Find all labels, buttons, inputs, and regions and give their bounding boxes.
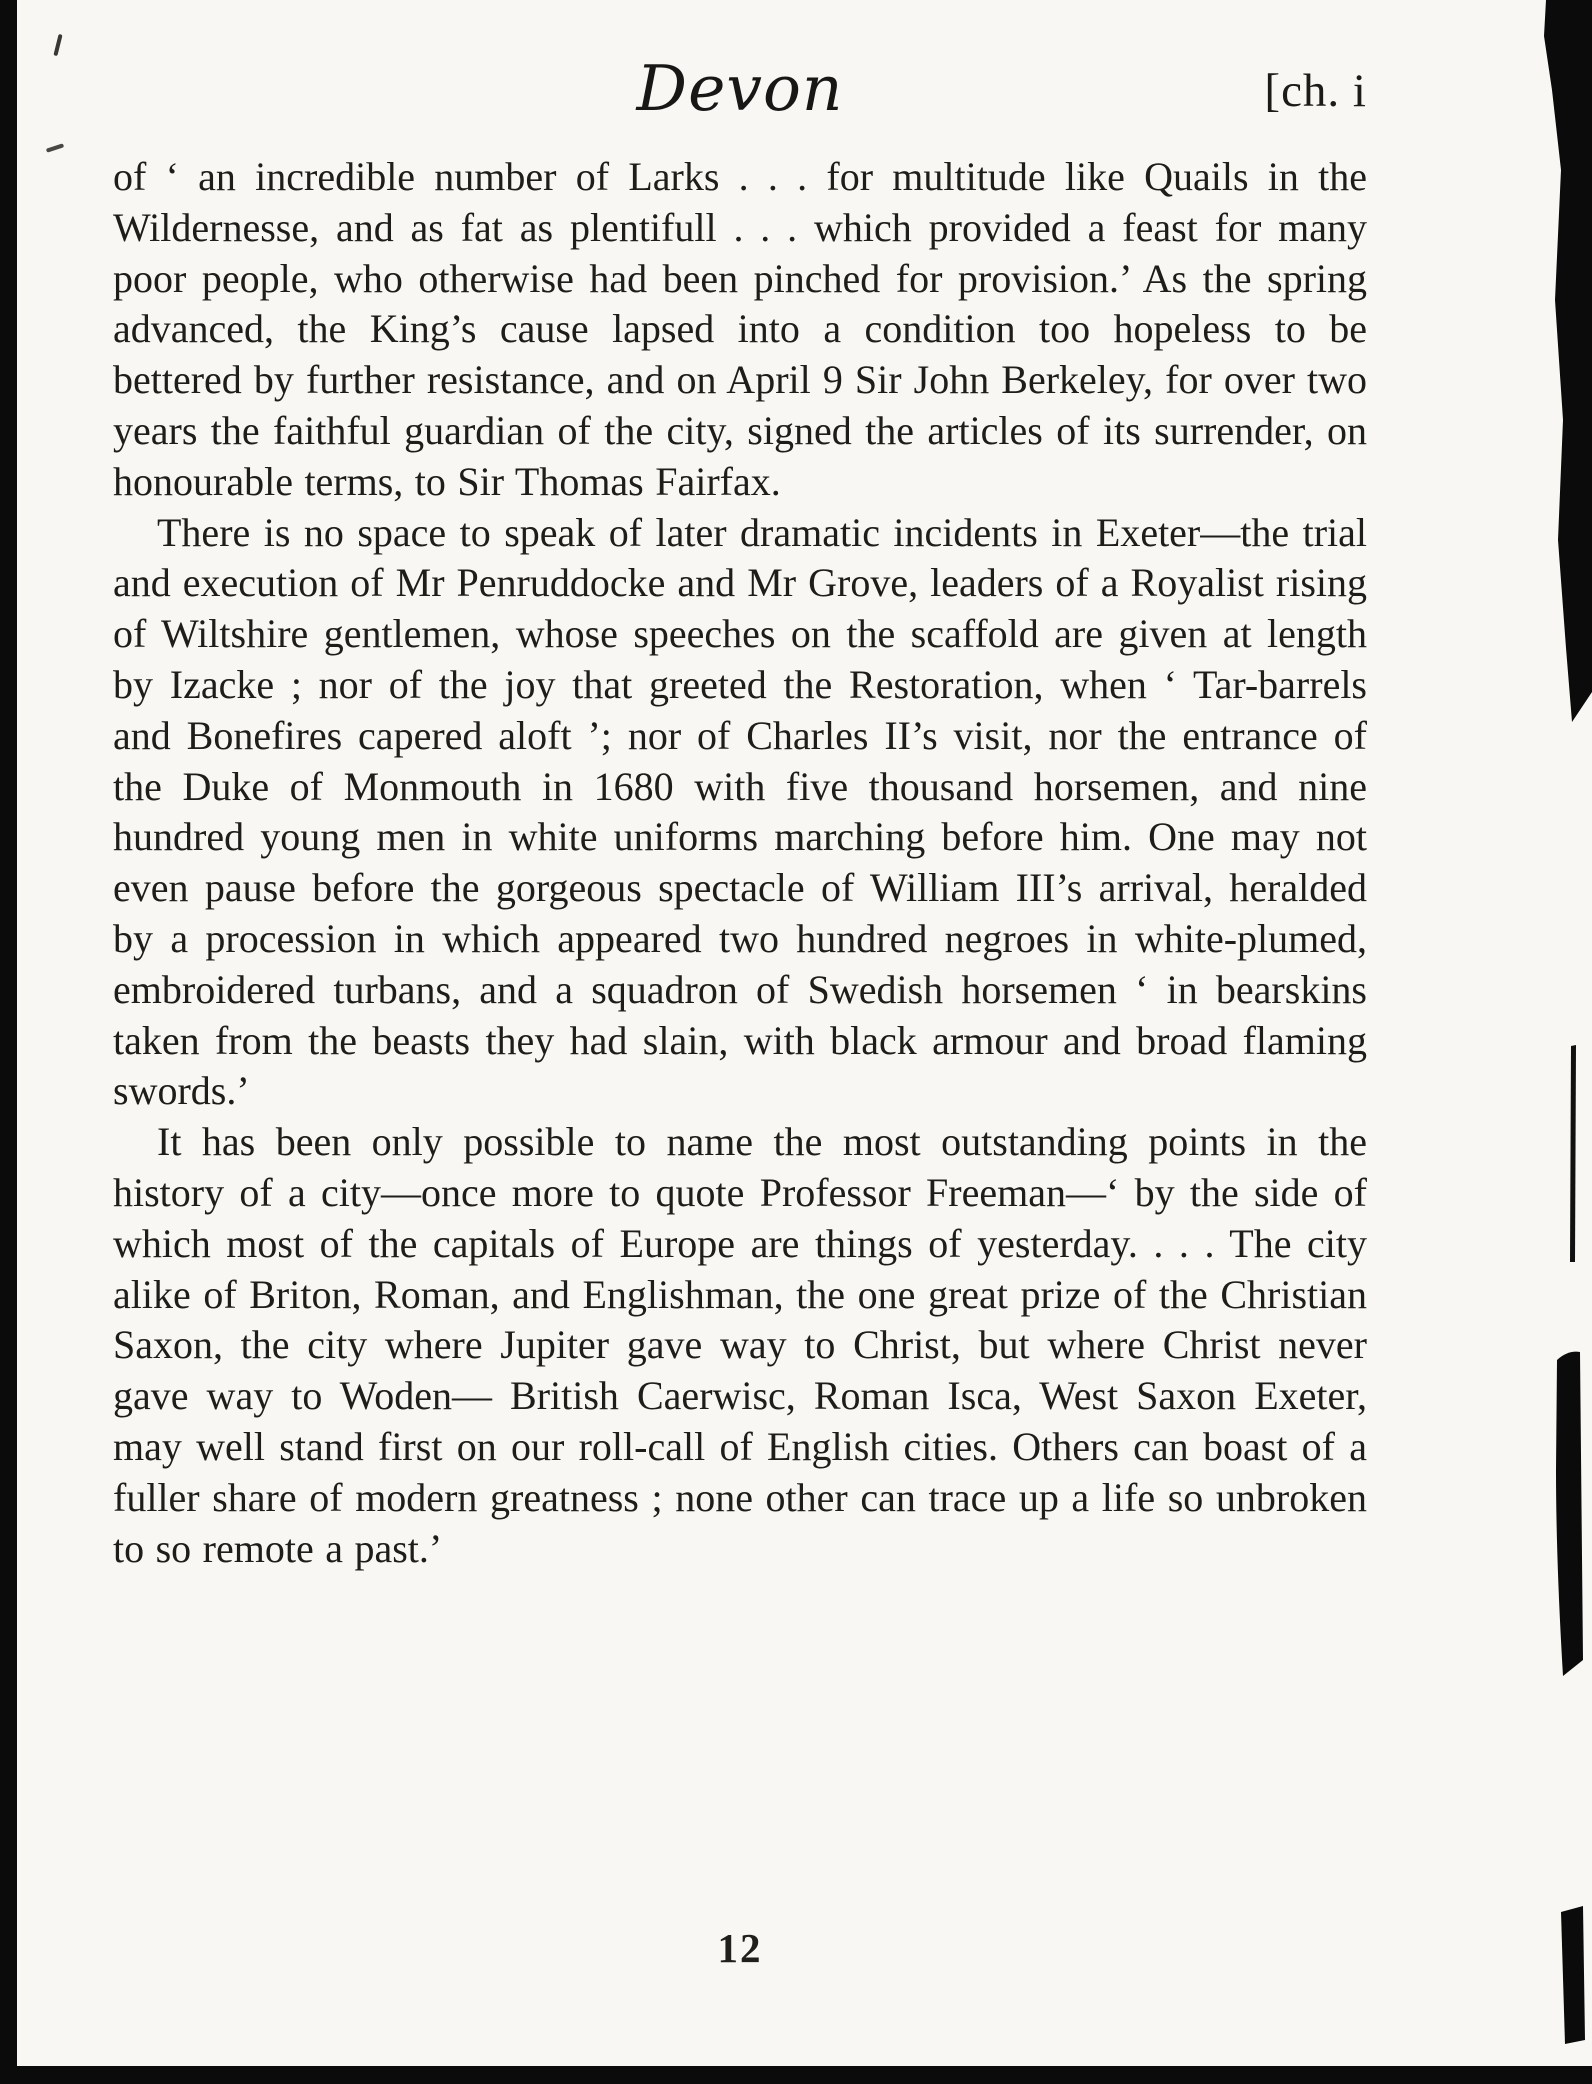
text-column: [113, 52, 1367, 1574]
paragraph: of ‘ an incredible number of Larks . . . for multitude like Quails in the Wildernesse, and as fat as plentifull . . . which provided a feast for many poor people, who otherwise had been pinched for provision.’ As the spring advanced, the King’s cause lapsed into a condition too hopeless to be bettered by further resistance, and on April 9 Sir John Berkeley, for over two years the faithful guardian of the city, signed the articles of its surrender, on honourable terms, to Sir Thomas Fairfax.: [113, 154, 1367, 504]
scan-artifact-left-edge: [0, 0, 17, 2084]
paragraph: There is no space to speak of later dramatic incidents in Exeter—the trial and execution of Mr Penruddocke and Mr Grove, leaders of a Royalist rising of Wiltshire gentlemen, whose speeches on the scaffold are given at length by Izacke ; nor of the joy that greeted the Restoration, when ‘ Tar-barrels and Bonefires capered aloft ’; nor of Charles II’s visit, nor the entrance of the Duke of Monmouth in 1680 with five thousand horsemen, and nine hundred young men in white uniforms marching before him. One may not even pause before the gorgeous spectacle of William III’s arrival, heralded by a procession in which appeared two hundred negroes in white-plumed, embroidered turbans, and a squadron of Swedish horsemen ‘ in bearskins taken from the beasts they had slain, with black armour and broad flaming swords.’: [113, 509, 1367, 1114]
pen-mark: [46, 143, 64, 152]
body-text: [113, 152, 1367, 1574]
pen-mark: [53, 34, 62, 56]
page-number: 12: [717, 1925, 763, 1971]
scan-artifact-right-edge: [1530, 0, 1592, 2084]
scan-artifact-bottom-edge: [0, 2066, 1592, 2084]
chapter-marker: [ch. i: [1264, 65, 1367, 117]
paragraph: It has been only possible to name the most outstanding points in the history of a city—once more to quote Professor Freeman—‘ by the side of which most of the capitals of Europe are things of yesterday. . . . The city alike of Briton, Roman, and Englishman, the one great prize of the Christian Saxon, the city where Jupiter gave way to Christ, but where Christ never gave way to Woden— British Caerwisc, Roman Isca, West Saxon Exeter, may well stand first on our roll-call of English cities. Others can boast of a fuller share of modern greatness ; none other can trace up a life so unbroken to so remote a past.’: [113, 1119, 1367, 1571]
running-header: [113, 52, 1367, 140]
page-title: Devon: [636, 52, 844, 125]
